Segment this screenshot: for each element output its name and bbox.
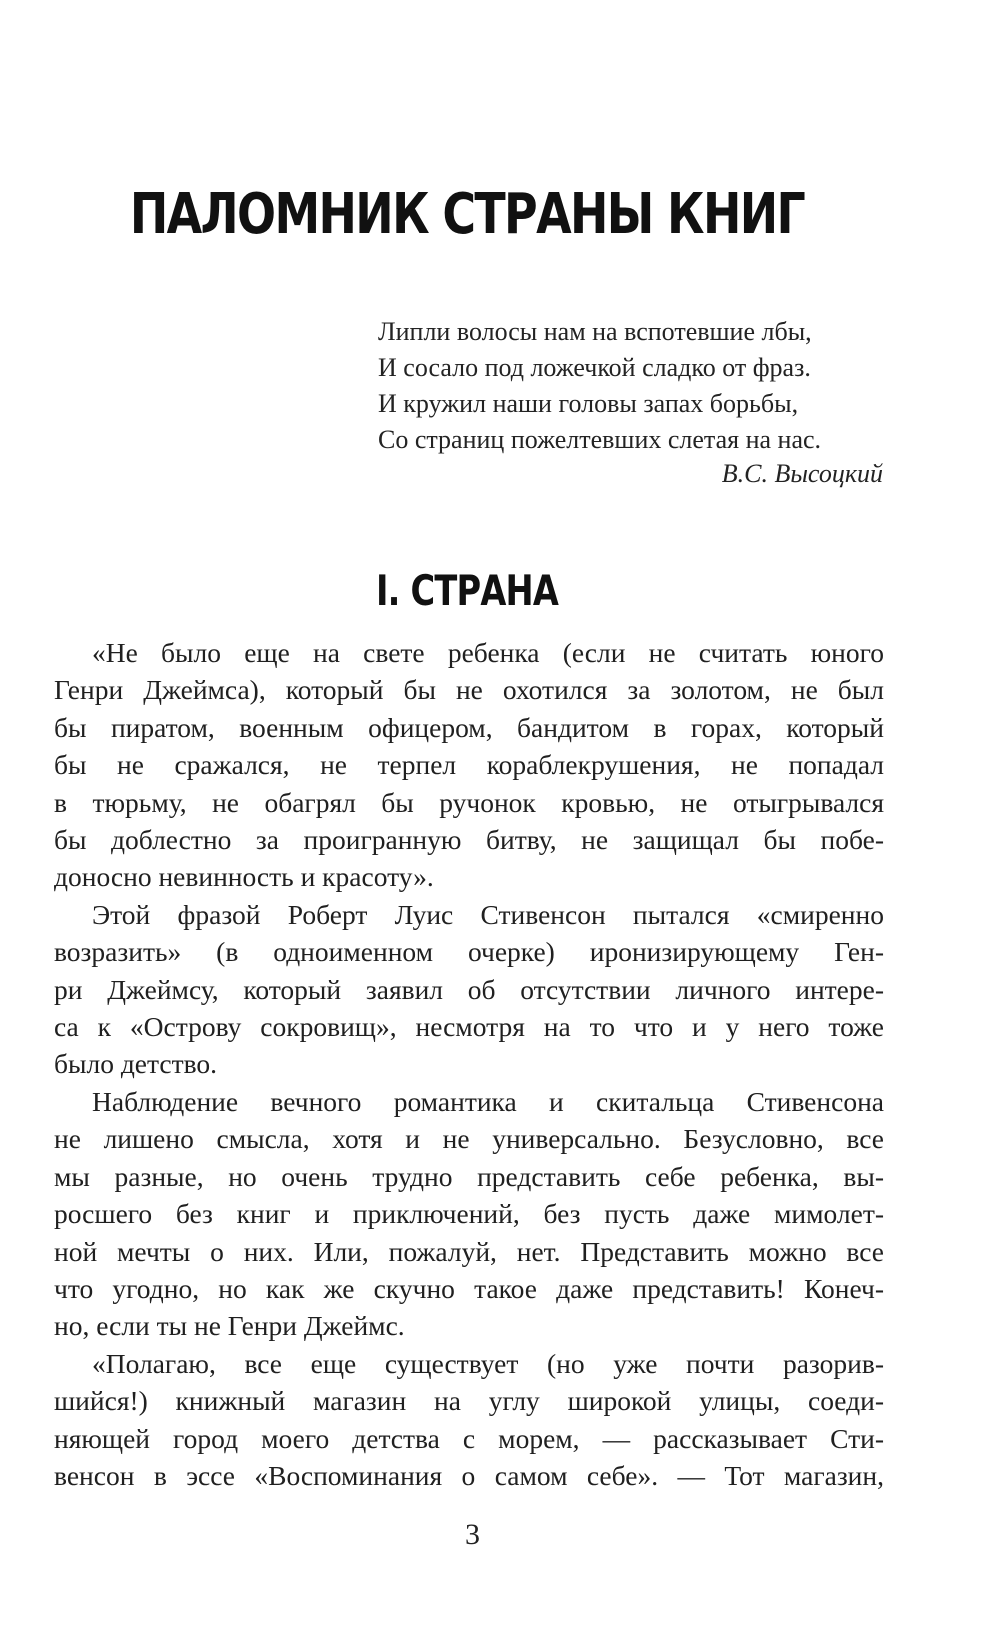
epigraph-author: В.С. Высоцкий (721, 459, 883, 488)
epigraph-line: Липли волосы нам на вспотевшие лбы, (378, 317, 812, 346)
chapter-title: I. СТРАНА (375, 566, 559, 615)
text-line: бы доблестно за проигранную битву, не защищал бы побе- (54, 824, 884, 856)
body-text (54, 634, 884, 1494)
text-line: ной мечты о них. Или, пожалуй, нет. Представить можно все (54, 1235, 884, 1267)
book-title: ПАЛОМНИК СТРАНЫ КНИГ (129, 182, 805, 247)
text-line: шийся!) книжный магазин на углу широкой улицы, соеди- (54, 1385, 884, 1417)
text-line: бы не сражался, не терпел кораблекрушения, не попадал (54, 749, 884, 781)
paragraph (54, 1083, 884, 1345)
epigraph-line: И кружил наши головы запах борьбы, (378, 389, 799, 418)
epigraph-line: Со страниц пожелтевших слетая на нас. (378, 425, 822, 454)
paragraph (54, 634, 884, 896)
text-line: мы разные, но очень трудно представить себе ребенка, вы- (54, 1160, 884, 1192)
text-line: возразить» (в одноименном очерке) иронизирующему Ген- (54, 936, 884, 968)
text-line: Генри Джеймса), который бы не охотился за золотом, не был (54, 674, 884, 706)
epigraph (378, 314, 898, 492)
text-line: что угодно, но как же скучно такое даже представить! Конеч- (54, 1272, 884, 1304)
text-line: но, если ты не Генри Джеймс. (54, 1310, 405, 1342)
text-line: росшего без книг и приключений, без пусть даже мимолет- (54, 1198, 884, 1230)
text-line: са к «Острову сокровищ», несмотря на то что и у него тоже (54, 1011, 884, 1043)
text-line: в тюрьму, не обагрял бы ручонок кровью, не отыгрывался (54, 786, 884, 818)
text-line: Этой фразой Роберт Луис Стивенсон пытался «смиренно (92, 898, 884, 930)
epigraph-line: И сосало под ложечкой сладко от фраз. (378, 353, 811, 382)
text-line: бы пиратом, военным офицером, бандитом в горах, который (54, 711, 884, 743)
text-line: няющей город моего детства с морем, — рассказывает Сти- (54, 1422, 884, 1454)
text-line: было детство. (54, 1048, 218, 1080)
page-number: 3 (465, 1518, 480, 1551)
text-line: «Полагаю, все еще существует (но уже почти разорив- (92, 1347, 884, 1379)
text-line: доносно невинность и красоту». (54, 861, 434, 893)
text-line: «Не было еще на свете ребенка (если не считать юного (92, 637, 884, 668)
text-line: венсон в эссе «Воспоминания о самом себе». — Тот магазин, (54, 1459, 884, 1491)
text-line: не лишено смысла, хотя и не универсально. Безусловно, все (54, 1123, 884, 1155)
text-line: Наблюдение вечного романтика и скитальца Стивенсона (92, 1085, 884, 1117)
text-line: ри Джеймсу, который заявил об отсутствии личного интере- (54, 973, 884, 1005)
paragraph (54, 896, 884, 1083)
paragraph (54, 1345, 884, 1495)
